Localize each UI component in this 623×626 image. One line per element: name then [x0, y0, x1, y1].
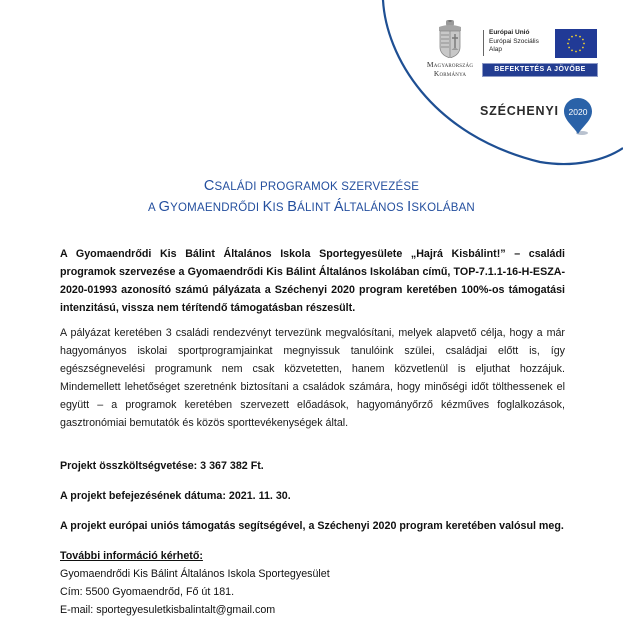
eu-union-label: Európai Unió [489, 29, 530, 36]
project-budget: Projekt összköltségvetése: 3 367 382 Ft. [60, 460, 264, 472]
intro-paragraph: A Gyomaendrődi Kis Bálint Általános Iskola Sportegyesülete „Hajrá Kisbálint!” – családi programok szervezése a Gyomaendrődi Kis Bálint Általános Iskolában című, TOP-7.1.1-16-H-ESZA-2020-01993 azonosító számú pályázata a Széchenyi 2020 program keretében 100%-os támogatási intenzitású, vissza nem térítendő támogatásban részesült. [60, 248, 565, 314]
page-title [0, 176, 623, 218]
hungarian-government-logo [418, 20, 482, 78]
title-line-2: A GYOMAENDRŐDI KIS BÁLINT ÁLTALÁNOS ISKOLÁBAN [148, 199, 475, 215]
title-line-1: CSALÁDI PROGRAMOK SZERVEZÉSE [203, 178, 420, 194]
description-paragraph: A pályázat keretében 3 családi rendezvényt tervezünk megvalósítani, melyek alapvető célja, hogy a már hagyományos iskolai sportprogramjainkat megnyissuk tanulóink szülei, családjai előtt is, így egészségnevelési programunk nem csak közvetetten, hanem közvetlenül is eljuthat hozzájuk. Mindemellett lehetőséget szeretnénk biztosítani a családok számára, hogy minőségi időt tölthessenek el együtt – a programok keretében szervezett előadások, hagyományőrző kézműves foglalkozások, gasztronómiai bemutatók és közös sporttevékenységek által. [60, 327, 565, 429]
eu-fund-text [489, 29, 539, 55]
contact-heading: További információ kérhető: [60, 550, 203, 562]
gov-logo-line1: Magyarország [426, 60, 474, 69]
location-pin-icon [563, 97, 593, 137]
contact-email[interactable]: E-mail: sportegyesuletkisbalintalt@gmail.com [60, 604, 276, 616]
decorative-blue-curve [0, 0, 623, 180]
eu-fund-label-2: Alap [489, 46, 503, 53]
gov-logo-line2: Kormánya [433, 69, 467, 78]
contact-address: Cím: 5500 Gyomaendrőd, Fő út 181. [60, 586, 235, 598]
contact-organization: Gyomaendrődi Kis Bálint Általános Iskola Sportegyesület [60, 568, 330, 580]
eu-support-statement: A projekt európai uniós támogatás segítségével, a Széchenyi 2020 program keretében valósul meg. [60, 520, 564, 532]
hungarian-crest-icon [437, 20, 463, 58]
gov-logo-text [418, 60, 482, 78]
eu-divider [483, 30, 484, 56]
project-end-date: A projekt befejezésének dátuma: 2021. 11. 30. [60, 490, 291, 502]
szechenyi-2020-logo [480, 97, 610, 137]
eu-flag-icon [555, 29, 597, 58]
document-body [60, 245, 565, 619]
szechenyi-wordmark: SZÉCHENYI [480, 104, 559, 118]
pin-year-label: 2020 [568, 107, 588, 117]
invest-in-future-banner: BEFEKTETÉS A JÖVŐBE [483, 64, 597, 76]
eu-fund-label: Európai Szociális [489, 37, 539, 45]
